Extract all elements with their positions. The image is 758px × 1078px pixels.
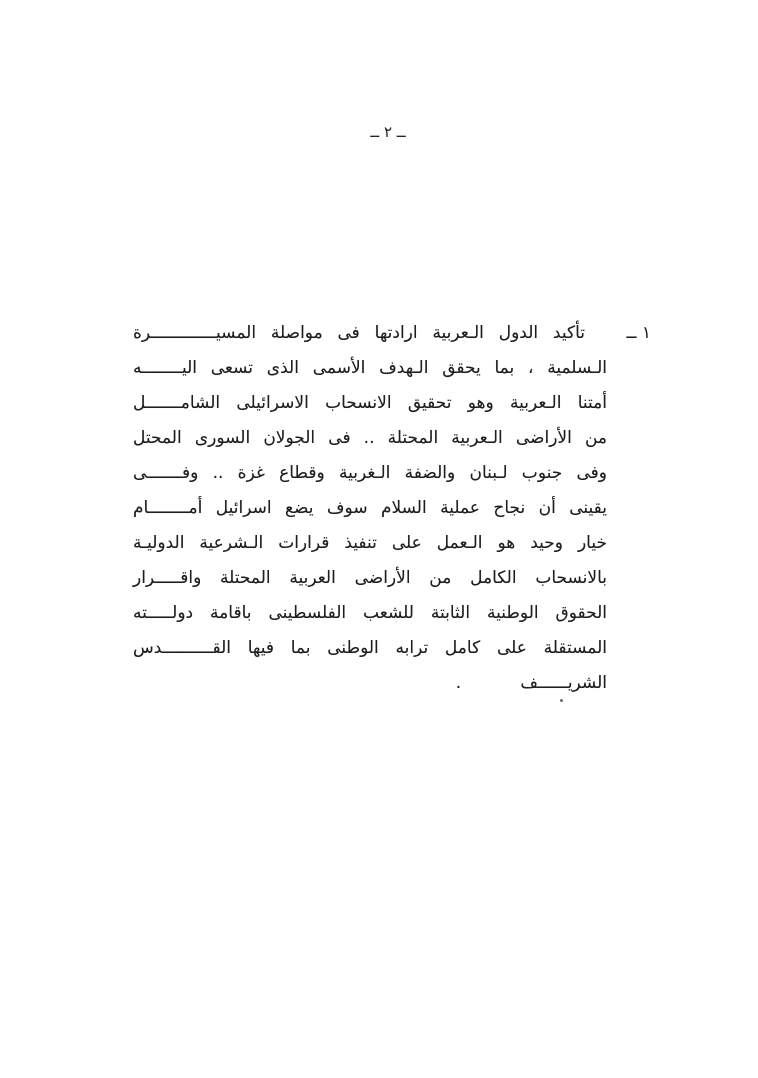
text-line: يقينى أن نجاح عملية السلام سوف يضع اسرائيل أمــــــــام — [133, 498, 607, 518]
text-line: وفى جنوب لـبنان والضفة الـغربية وقطاع غزة .. وفـــــــى — [133, 463, 607, 483]
text-line: الـسلمية ، بما يحقق الـهدف الأسمى الذى تسعى اليــــــــه — [133, 358, 607, 378]
list-item-number: ١ ــ — [626, 323, 651, 343]
numbered-paragraph — [133, 316, 651, 701]
text-line: المستقلة على كامل ترابه الوطنى بما فيها القــــــــــدس — [133, 638, 607, 658]
text-line: بالانسحاب الكامل من الأراضى العربية المحتلة واقـــــرار — [133, 568, 607, 588]
page-number: ــ ٢ ــ — [370, 123, 406, 141]
text-line: تأكيد الدول الـعربية ارادتها فى مواصلة المسيـــــــــــــرة — [133, 323, 585, 343]
text-line: من الأراضى الـعربية المحتلة .. فى الجولان السورى المحتل — [133, 428, 607, 448]
scan-artifact-speck — [560, 699, 563, 702]
text-line: خيار وحيد هو الـعمل على تنفيذ قرارات الـشرعية الدوليـة — [133, 533, 607, 553]
text-line: أمتنا الـعربية وهو تحقيق الانسحاب الاسرائيلى الشامـــــــل — [133, 393, 607, 413]
paragraph-text — [133, 316, 607, 701]
text-line: الحقوق الوطنية الثابتة للشعب الفلسطينى باقامة دولـــــته — [133, 603, 607, 623]
text-line: الشريــــــف . — [455, 673, 607, 693]
